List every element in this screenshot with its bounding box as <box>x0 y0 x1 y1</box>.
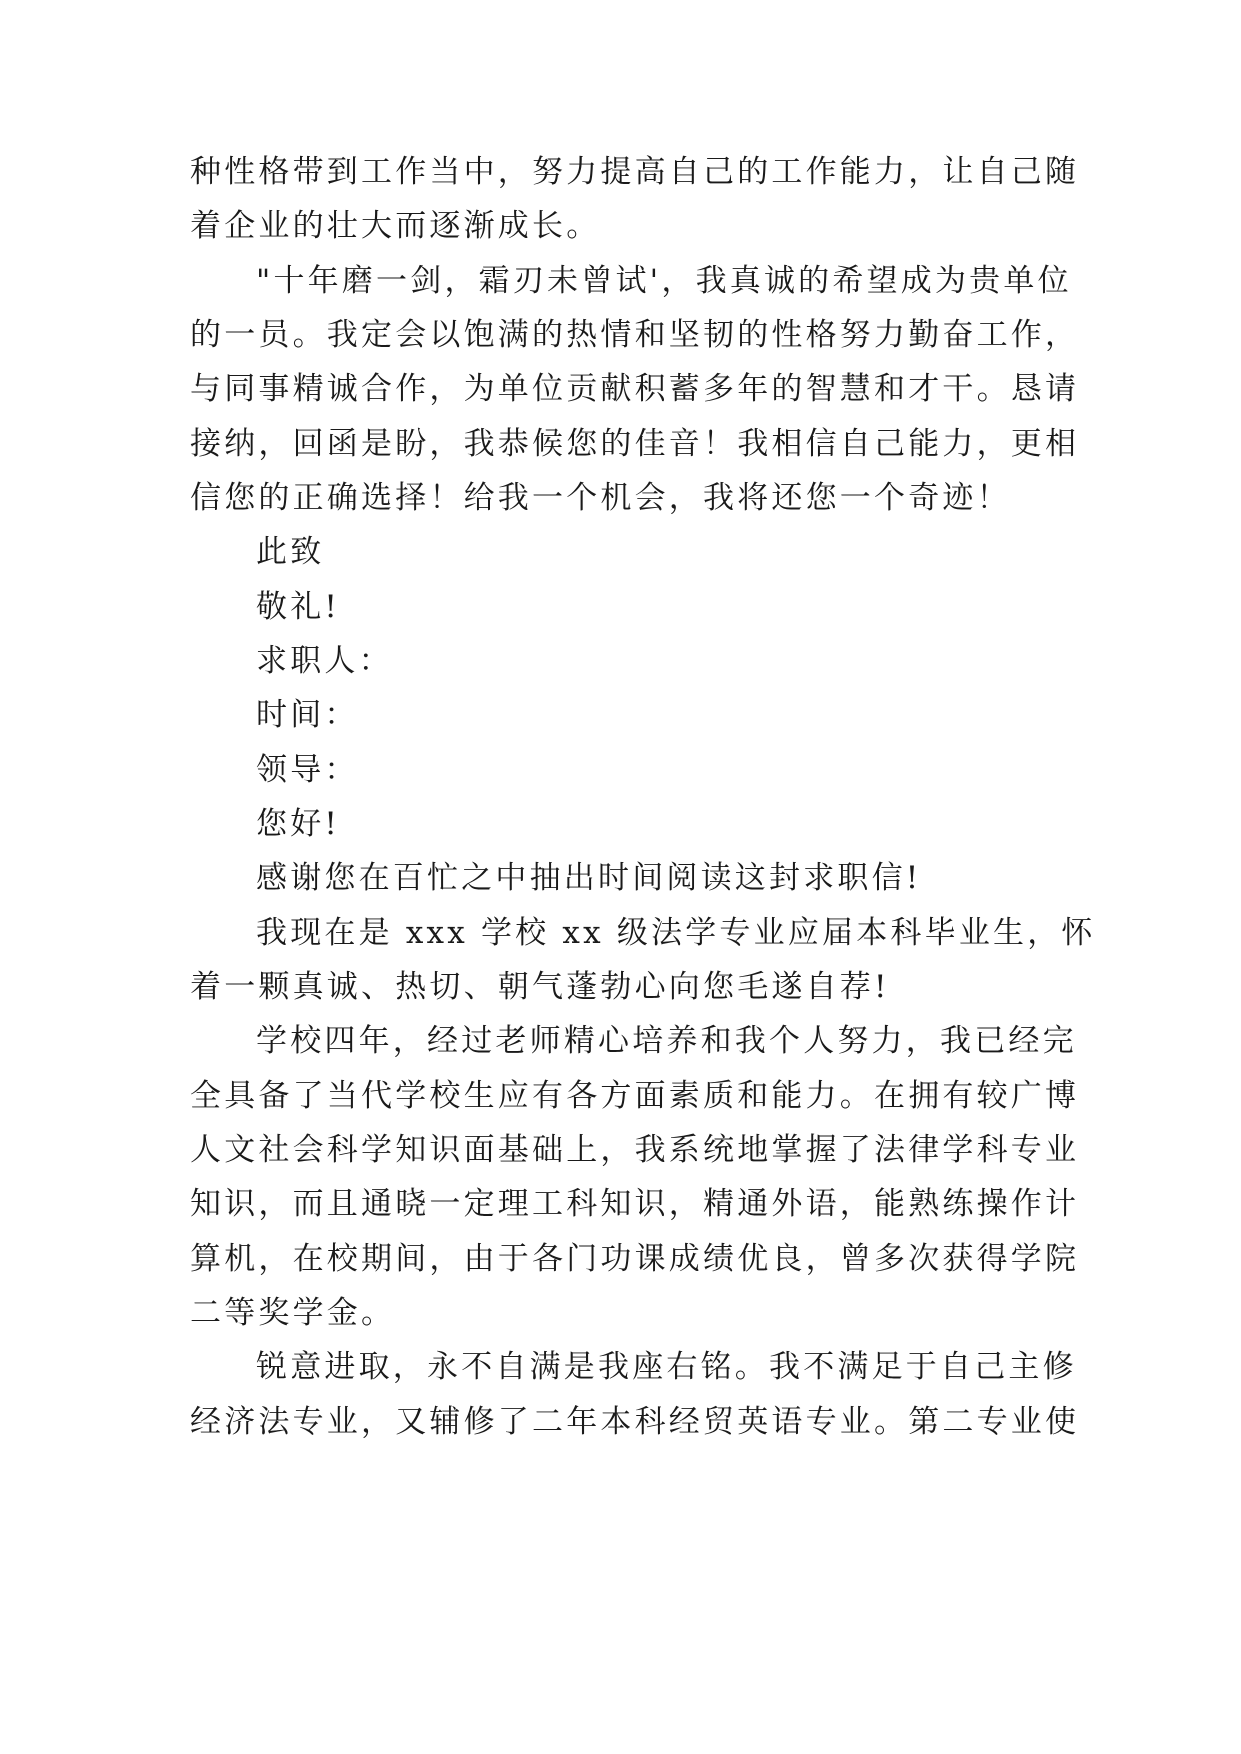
text-line: 经济法专业，又辅修了二年本科经贸英语专业。第二专业使 <box>190 1404 1080 1440</box>
text-line: 感谢您在百忙之中抽出时间阅读这封求职信! <box>256 860 922 896</box>
text-line: 种性格带到工作当中，努力提高自己的工作能力，让自己随 <box>190 154 1080 190</box>
text-line: 领导： <box>256 752 359 788</box>
text-line: 我现在是 xxx 学校 xx 级法学专业应届本科毕业生，怀 <box>256 915 1096 951</box>
text-line: 着一颗真诚、热切、朝气蓬勃心向您毛遂自荐! <box>190 969 890 1005</box>
text-line: 的一员。我定会以饱满的热情和坚韧的性格努力勤奋工作， <box>190 317 1080 353</box>
text-line: "十年磨一剑，霜刃未曾试'，我真诚的希望成为贵单位 <box>256 263 1072 299</box>
text-line: 着企业的壮大而逐渐成长。 <box>190 208 601 244</box>
text-line: 敬礼! <box>256 589 341 625</box>
text-line: 锐意进取，永不自满是我座右铭。我不满足于自己主修 <box>256 1349 1077 1385</box>
text-line: 求职人： <box>256 643 393 679</box>
text-line: 此致 <box>256 534 325 570</box>
text-line: 知识，而且通晓一定理工科知识，精通外语，能熟练操作计 <box>190 1186 1080 1222</box>
text-line: 您好! <box>256 806 341 842</box>
text-line: 接纳，回函是盼，我恭候您的佳音！我相信自己能力，更相 <box>190 426 1080 462</box>
text-line: 时间： <box>256 697 359 733</box>
text-line: 人文社会科学知识面基础上，我系统地掌握了法律学科专业 <box>190 1132 1080 1168</box>
text-line: 二等奖学金。 <box>190 1295 396 1331</box>
text-line: 算机，在校期间，由于各门功课成绩优良，曾多次获得学院 <box>190 1241 1080 1277</box>
text-line: 全具备了当代学校生应有各方面素质和能力。在拥有较广博 <box>190 1078 1080 1114</box>
text-line: 学校四年，经过老师精心培养和我个人努力，我已经完 <box>256 1023 1077 1059</box>
text-line: 信您的正确选择！给我一个机会，我将还您一个奇迹！ <box>190 480 1011 516</box>
text-line: 与同事精诚合作，为单位贡献积蓄多年的智慧和才干。恳请 <box>190 371 1080 407</box>
